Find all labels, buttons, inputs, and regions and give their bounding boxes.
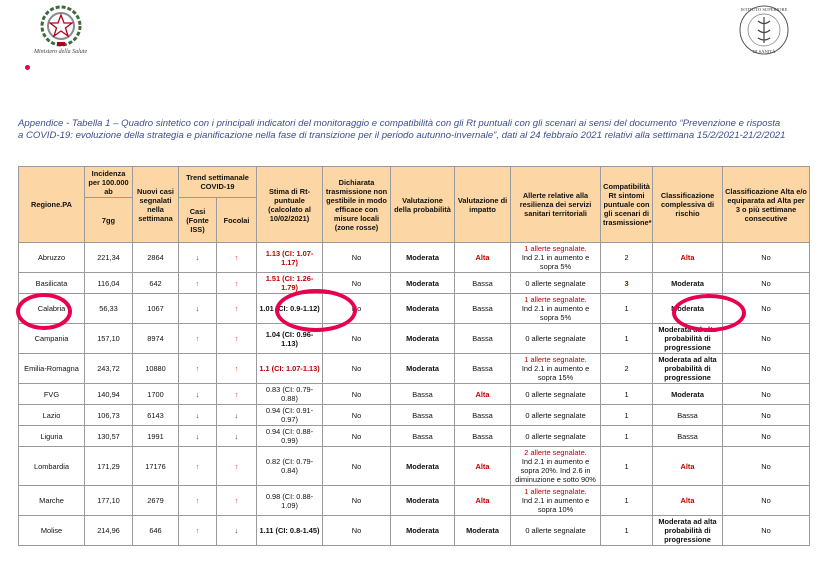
cell-alerts (511, 426, 601, 447)
cell-incidence: 157,10 (85, 324, 133, 354)
cell-compat: 3 (601, 273, 653, 294)
cell-alerts (511, 447, 601, 486)
cell-high: No (723, 324, 810, 354)
table-row (19, 294, 810, 324)
cell-impact: Alta (455, 447, 511, 486)
alert-detail: Ind 2.1 in aumento e sopra 15% (521, 364, 590, 382)
cell-risk: Moderata (653, 294, 723, 324)
cell-alerts (511, 486, 601, 516)
cell-impact: Alta (455, 243, 511, 273)
col-trend-outbreaks: Focolai (217, 198, 257, 243)
cell-risk: Bassa (653, 405, 723, 426)
cell-new-cases: 1700 (133, 384, 179, 405)
cell-new-cases: 646 (133, 516, 179, 546)
italian-emblem-icon (38, 4, 84, 48)
cell-new-cases: 2864 (133, 243, 179, 273)
cell-high: No (723, 273, 810, 294)
cell-region: Marche (19, 486, 85, 516)
cell-high: No (723, 516, 810, 546)
cell-trend-cases-arrow-icon: ↓ (179, 405, 217, 426)
alert-count: 1 allerte segnalate. (524, 295, 587, 304)
cell-new-cases: 17176 (133, 447, 179, 486)
svg-text:DI SANITÀ: DI SANITÀ (752, 49, 776, 54)
col-trend-cases: Casi (Fonte ISS) (179, 198, 217, 243)
cell-probability: Moderata (391, 243, 455, 273)
col-new-cases: Nuovi casi segnalati nella settimana (133, 167, 179, 243)
alert-count: 0 allerte segnalate (525, 334, 586, 343)
table-row (19, 516, 810, 546)
cell-trend-cases-arrow-icon: ↑ (179, 273, 217, 294)
cell-risk: Alta (653, 243, 723, 273)
cell-incidence: 106,73 (85, 405, 133, 426)
table-caption: Appendice - Tabella 1 – Quadro sintetico con i principali indicatori del monitoraggio e compatibilità con gli Rt puntuali con gli scenari ai sensi del documento “Prevenzione e risposta a COVID-19: evoluzione della strategia e pianificazione nella fase di transizione per il periodo autunno-invernale”, dati al 24 febbraio 2021 relativi alla settimana 15/2/2021-21/2/2021 (18, 118, 786, 141)
cell-rt: 0.94 (CI: 0.88-0.99) (257, 426, 323, 447)
cell-risk: Moderata ad alta probabilità di progressione (653, 354, 723, 384)
cell-trend-cases-arrow-icon: ↑ (179, 324, 217, 354)
col-compat: Compatibilità Rt sintomi puntuale con gli scenari di trasmissione* (601, 167, 653, 243)
cell-alerts (511, 354, 601, 384)
cell-region: Calabria (19, 294, 85, 324)
cell-compat: 1 (601, 405, 653, 426)
table-row (19, 273, 810, 294)
alert-count: 0 allerte segnalate (525, 410, 586, 420)
cell-trend-outbreaks-arrow-icon: ↑ (217, 486, 257, 516)
cell-impact: Bassa (455, 405, 511, 426)
alert-detail: Ind 2.1 in aumento e sopra 10% (521, 496, 590, 514)
cell-alerts (511, 405, 601, 426)
table-row (19, 243, 810, 273)
cell-declared: No (323, 384, 391, 405)
cell-rt: 1.01 (CI: 0.9-1.12) (257, 294, 323, 324)
cell-probability: Moderata (391, 273, 455, 294)
alert-detail: Ind 2.1 in aumento e sopra 5% (521, 253, 590, 271)
cell-probability: Moderata (391, 294, 455, 324)
cell-incidence: 214,96 (85, 516, 133, 546)
cell-rt: 1.1 (CI: 1.07-1.13) (257, 354, 323, 384)
cell-impact: Alta (455, 486, 511, 516)
col-rt: Stima di Rt-puntuale (calcolato al 10/02/2021) (257, 167, 323, 243)
cell-incidence: 130,57 (85, 426, 133, 447)
cell-alerts (511, 324, 601, 354)
cell-rt: 1.11 (CI: 0.8-1.45) (257, 516, 323, 546)
cell-compat: 1 (601, 447, 653, 486)
cell-alerts (511, 273, 601, 294)
alert-count: 0 allerte segnalate (525, 431, 586, 441)
col-risk: Classificazione complessiva di rischio (653, 167, 723, 243)
cell-new-cases: 10880 (133, 354, 179, 384)
cell-new-cases: 8974 (133, 324, 179, 354)
table-row (19, 354, 810, 384)
iss-seal (738, 4, 790, 56)
cell-declared: No (323, 324, 391, 354)
cell-trend-outbreaks-arrow-icon: ↑ (217, 324, 257, 354)
cell-risk: Bassa (653, 426, 723, 447)
alert-count: 0 allerte segnalate (525, 278, 586, 288)
cell-probability: Moderata (391, 324, 455, 354)
col-high: Classificazione Alta e/o equiparata ad Alta per 3 o più settimane consecutive (723, 167, 810, 243)
monitoring-table (18, 166, 810, 546)
cell-new-cases: 642 (133, 273, 179, 294)
iss-seal-icon (738, 4, 790, 56)
cell-compat: 1 (601, 516, 653, 546)
cell-risk: Moderata (653, 273, 723, 294)
cell-incidence: 171,29 (85, 447, 133, 486)
ministry-logo (34, 4, 100, 55)
cell-declared: No (323, 273, 391, 294)
cell-new-cases: 2679 (133, 486, 179, 516)
table-row (19, 486, 810, 516)
cell-high: No (723, 294, 810, 324)
cell-declared: No (323, 405, 391, 426)
col-probability: Valutazione della probabilità (391, 167, 455, 243)
table-row (19, 324, 810, 354)
cell-alerts (511, 243, 601, 273)
col-trend: Trend settimanale COVID-19 (179, 167, 257, 198)
cell-risk: Moderata (653, 384, 723, 405)
cell-declared: No (323, 354, 391, 384)
cell-region: FVG (19, 384, 85, 405)
cell-trend-cases-arrow-icon: ↓ (179, 243, 217, 273)
cell-impact: Moderata (455, 516, 511, 546)
cell-declared: No (323, 294, 391, 324)
cell-high: No (723, 426, 810, 447)
table-row (19, 384, 810, 405)
table-row (19, 426, 810, 447)
cell-compat: 1 (601, 384, 653, 405)
col-region: Regione.PA (19, 167, 85, 243)
cell-impact: Bassa (455, 273, 511, 294)
cell-trend-outbreaks-arrow-icon: ↓ (217, 516, 257, 546)
cell-rt: 0.98 (CI: 0.88-1.09) (257, 486, 323, 516)
cell-trend-cases-arrow-icon: ↑ (179, 447, 217, 486)
cell-probability: Moderata (391, 354, 455, 384)
table-row (19, 405, 810, 426)
cell-high: No (723, 447, 810, 486)
cell-trend-cases-arrow-icon: ↓ (179, 426, 217, 447)
cell-compat: 2 (601, 354, 653, 384)
alert-count: 1 allerte segnalate. (524, 244, 587, 253)
cell-rt: 0.82 (CI: 0.79-0.84) (257, 447, 323, 486)
col-alerts: Allerte relative alla resilienza dei servizi sanitari territoriali (511, 167, 601, 243)
alert-detail: Ind 2.1 in aumento e sopra 5% (521, 304, 590, 322)
alert-detail: Ind 2.1 in aumento e sopra 20%. Ind 2.6 in diminuzione e sotto 90% (515, 457, 596, 484)
alert-count: 0 allerte segnalate (525, 526, 586, 535)
cell-region: Abruzzo (19, 243, 85, 273)
cell-compat: 2 (601, 243, 653, 273)
svg-text:ISTITUTO SUPERIORE: ISTITUTO SUPERIORE (740, 7, 788, 12)
cell-rt: 0.94 (CI: 0.91-0.97) (257, 405, 323, 426)
cell-rt: 1.13 (CI: 1.07-1.17) (257, 243, 323, 273)
col-impact: Valutazione di impatto (455, 167, 511, 243)
cell-rt: 1.04 (CI: 0.96-1.13) (257, 324, 323, 354)
col-incidence: Incidenza per 100.000 ab (85, 167, 133, 198)
cell-alerts (511, 294, 601, 324)
cell-rt: 1.51 (CI: 1.26-1.79) (257, 273, 323, 294)
alert-count: 1 allerte segnalate. (524, 487, 587, 496)
cell-trend-cases-arrow-icon: ↑ (179, 516, 217, 546)
cell-incidence: 56,33 (85, 294, 133, 324)
cell-declared: No (323, 516, 391, 546)
cell-region: Basilicata (19, 273, 85, 294)
cell-risk: Moderata ad alta probabilità di progressione (653, 324, 723, 354)
cell-trend-outbreaks-arrow-icon: ↑ (217, 447, 257, 486)
cell-trend-cases-arrow-icon: ↑ (179, 354, 217, 384)
cell-declared: No (323, 426, 391, 447)
cell-incidence: 243,72 (85, 354, 133, 384)
cell-incidence: 116,04 (85, 273, 133, 294)
cell-high: No (723, 405, 810, 426)
cell-compat: 1 (601, 294, 653, 324)
cell-incidence: 140,94 (85, 384, 133, 405)
cell-declared: No (323, 486, 391, 516)
cell-trend-outbreaks-arrow-icon: ↑ (217, 384, 257, 405)
cell-declared: No (323, 447, 391, 486)
cell-region: Liguria (19, 426, 85, 447)
cell-trend-outbreaks-arrow-icon: ↑ (217, 243, 257, 273)
table-row (19, 447, 810, 486)
cell-risk: Alta (653, 486, 723, 516)
cell-probability: Bassa (391, 405, 455, 426)
cell-high: No (723, 354, 810, 384)
cell-region: Emilia-Romagna (19, 354, 85, 384)
cell-compat: 1 (601, 324, 653, 354)
cell-trend-cases-arrow-icon: ↑ (179, 486, 217, 516)
cell-region: Lombardia (19, 447, 85, 486)
cell-declared: No (323, 243, 391, 273)
cell-probability: Bassa (391, 384, 455, 405)
cell-probability: Moderata (391, 486, 455, 516)
alert-count: 2 allerte segnalate. (524, 448, 587, 457)
alert-count: 0 allerte segnalate (525, 389, 586, 399)
cell-alerts (511, 384, 601, 405)
cell-probability: Bassa (391, 426, 455, 447)
cell-compat: 1 (601, 486, 653, 516)
cell-incidence: 177,10 (85, 486, 133, 516)
cell-impact: Bassa (455, 324, 511, 354)
cell-probability: Moderata (391, 516, 455, 546)
cell-region: Campania (19, 324, 85, 354)
ministry-name: Ministero della Salute (34, 49, 88, 55)
cell-probability: Moderata (391, 447, 455, 486)
cell-high: No (723, 384, 810, 405)
cell-trend-cases-arrow-icon: ↓ (179, 294, 217, 324)
cell-region: Lazio (19, 405, 85, 426)
cell-new-cases: 1067 (133, 294, 179, 324)
red-dot-mark (25, 65, 30, 70)
cell-impact: Bassa (455, 354, 511, 384)
alert-count: 1 allerte segnalate. (524, 355, 587, 364)
cell-impact: Bassa (455, 426, 511, 447)
cell-impact: Bassa (455, 294, 511, 324)
cell-alerts (511, 516, 601, 546)
cell-high: No (723, 486, 810, 516)
cell-compat: 1 (601, 426, 653, 447)
cell-trend-outbreaks-arrow-icon: ↑ (217, 294, 257, 324)
cell-new-cases: 1991 (133, 426, 179, 447)
cell-risk: Moderata ad alta probabilità di progressione (653, 516, 723, 546)
col-incidence-7gg: 7gg (85, 198, 133, 243)
cell-trend-outbreaks-arrow-icon: ↑ (217, 273, 257, 294)
cell-region: Molise (19, 516, 85, 546)
col-declared: Dichiarata trasmissione non gestibile in modo efficace con misure locali (zone rosse) (323, 167, 391, 243)
cell-trend-outbreaks-arrow-icon: ↑ (217, 354, 257, 384)
cell-trend-outbreaks-arrow-icon: ↓ (217, 405, 257, 426)
cell-new-cases: 6143 (133, 405, 179, 426)
cell-risk: Alta (653, 447, 723, 486)
cell-trend-cases-arrow-icon: ↓ (179, 384, 217, 405)
cell-high: No (723, 243, 810, 273)
cell-impact: Alta (455, 384, 511, 405)
cell-rt: 0.83 (CI: 0.79-0.88) (257, 384, 323, 405)
cell-trend-outbreaks-arrow-icon: ↓ (217, 426, 257, 447)
cell-incidence: 221,34 (85, 243, 133, 273)
